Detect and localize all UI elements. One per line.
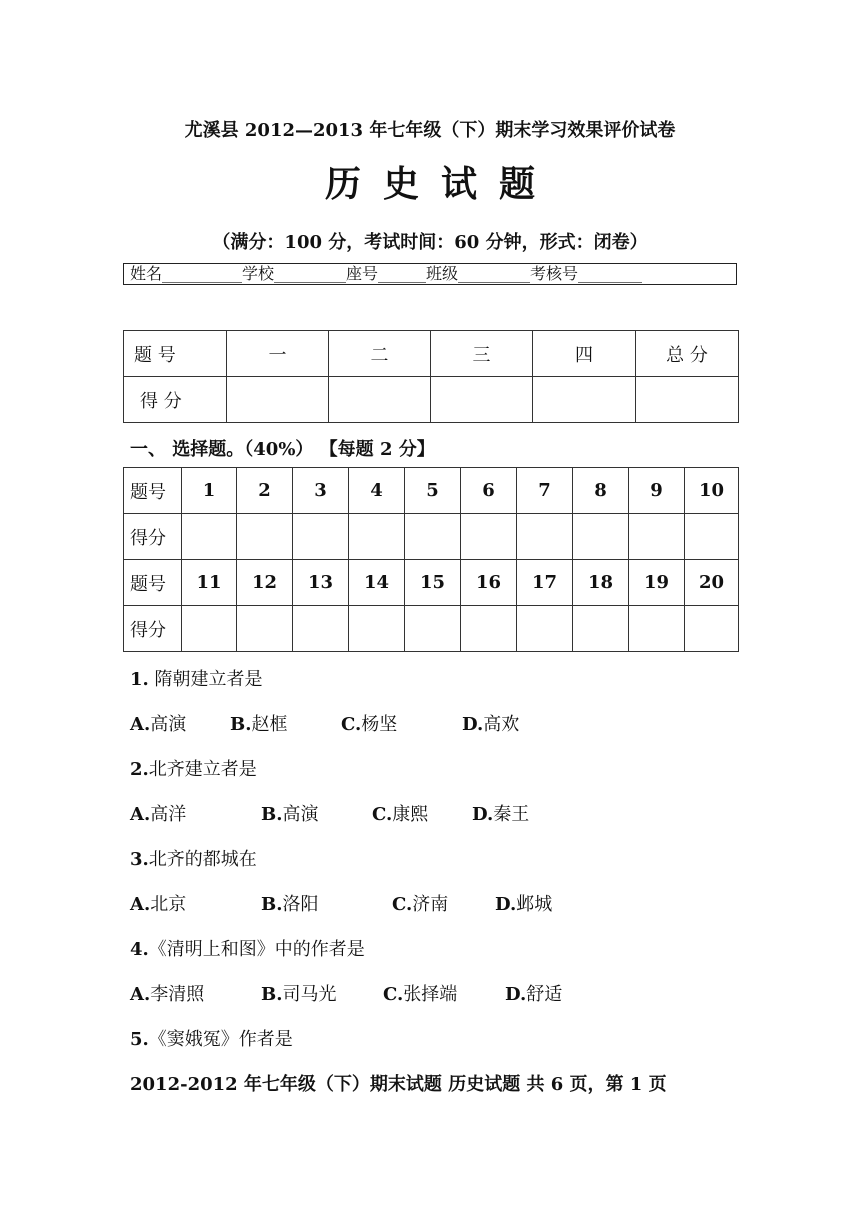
answer-num-cell: 9 [629, 468, 685, 514]
answer-cell [293, 606, 349, 652]
answer-num-cell: 1 [182, 468, 237, 514]
score-header-cell: 二 [329, 331, 431, 377]
student-id-line: 姓名__________学校_________座号______班级_________考核号________ [123, 263, 737, 285]
answer-num-cell: 17 [517, 560, 573, 606]
question-text: 《窦娥冤》作者是 [148, 1029, 293, 1050]
answer-row-label: 题号 [124, 468, 182, 514]
section-heading: 一、 选择题。（40%） 【每题 2 分】 [130, 439, 435, 460]
score-header-cell: 总 分 [636, 331, 739, 377]
answer-num-cell: 14 [349, 560, 405, 606]
question-number: 5. [130, 1029, 149, 1050]
question-4-option-c: C.张择端 [383, 984, 458, 1005]
answer-num-cell: 2 [237, 468, 293, 514]
answer-cell [461, 606, 517, 652]
answer-cell [685, 514, 739, 560]
answer-cell [517, 606, 573, 652]
question-4-option-a: A.李清照 [130, 984, 205, 1005]
answer-row-label: 得分 [124, 514, 182, 560]
question-1 [130, 665, 263, 691]
answer-cell [685, 606, 739, 652]
answer-cell [629, 606, 685, 652]
score-cell [329, 377, 431, 423]
question-2-option-c: C.康熙 [372, 804, 429, 825]
score-table [123, 330, 739, 423]
question-3-option-c: C.济南 [392, 894, 449, 915]
answer-num-row [124, 560, 739, 606]
score-table-header-row [124, 331, 739, 377]
question-2-option-a: A.高洋 [130, 804, 187, 825]
question-1-option-b: B.赵框 [230, 714, 288, 735]
question-text: 北齐的都城在 [148, 849, 257, 870]
answer-cell [517, 514, 573, 560]
answer-num-cell: 15 [405, 560, 461, 606]
answer-cell [349, 606, 405, 652]
question-1-option-a: A.高演 [130, 714, 187, 735]
score-table-score-row [124, 377, 739, 423]
answer-cell [629, 514, 685, 560]
question-2 [130, 755, 257, 781]
score-header-cell: 三 [431, 331, 533, 377]
answer-cell [237, 606, 293, 652]
answer-num-cell: 6 [461, 468, 517, 514]
question-3 [130, 845, 257, 871]
question-number: 2. [130, 759, 149, 780]
page-title: 历史试题 [324, 163, 557, 205]
score-cell [636, 377, 739, 423]
score-cell [431, 377, 533, 423]
question-5 [130, 1025, 293, 1051]
question-4-option-d: D.舒适 [505, 984, 563, 1005]
answer-num-row [124, 468, 739, 514]
score-cell [533, 377, 636, 423]
question-2-option-b: B.高演 [261, 804, 319, 825]
question-text: 北齐建立者是 [148, 759, 257, 780]
answer-cell [349, 514, 405, 560]
answer-num-cell: 3 [293, 468, 349, 514]
answer-cell [405, 606, 461, 652]
answer-num-cell: 19 [629, 560, 685, 606]
question-1-option-d: D.高欢 [462, 714, 520, 735]
answer-cell [573, 514, 629, 560]
answer-num-cell: 13 [293, 560, 349, 606]
answer-row-label: 得分 [124, 606, 182, 652]
question-number: 3. [130, 849, 149, 870]
answer-num-cell: 11 [182, 560, 237, 606]
answer-cell [237, 514, 293, 560]
score-header-cell: 一 [227, 331, 329, 377]
exam-name: 尤溪县 2012—2013 年七年级（下）期末学习效果评价试卷 [184, 120, 676, 141]
score-header-cell: 题 号 [124, 331, 227, 377]
page-footer: 2012-2012 年七年级（下）期末试题 历史试题 共 6 页，第 1 页 [130, 1074, 667, 1095]
question-3-option-a: A.北京 [130, 894, 187, 915]
answer-cell [182, 606, 237, 652]
question-1-option-c: C.杨坚 [341, 714, 398, 735]
answer-num-cell: 18 [573, 560, 629, 606]
question-number: 1. [130, 669, 149, 690]
question-4-option-b: B.司马光 [261, 984, 337, 1005]
score-header-cell: 四 [533, 331, 636, 377]
answer-cell [182, 514, 237, 560]
answer-num-cell: 8 [573, 468, 629, 514]
question-number: 4. [130, 939, 149, 960]
answer-row-label: 题号 [124, 560, 182, 606]
answer-num-cell: 4 [349, 468, 405, 514]
question-4 [130, 935, 365, 961]
question-3-option-d: D.邺城 [495, 894, 553, 915]
answer-num-cell: 12 [237, 560, 293, 606]
answer-table [123, 467, 739, 652]
answer-num-cell: 20 [685, 560, 739, 606]
answer-cell [573, 606, 629, 652]
score-row-label: 得 分 [124, 377, 227, 423]
answer-num-cell: 16 [461, 560, 517, 606]
question-2-option-d: D.秦王 [472, 804, 530, 825]
question-3-option-b: B.洛阳 [261, 894, 319, 915]
answer-num-cell: 7 [517, 468, 573, 514]
answer-cell [293, 514, 349, 560]
answer-cell [461, 514, 517, 560]
answer-num-cell: 5 [405, 468, 461, 514]
exam-info: （满分：100 分，考试时间：60 分钟，形式：闭卷） [212, 232, 648, 253]
answer-cell [405, 514, 461, 560]
answer-score-row [124, 606, 739, 652]
answer-num-cell: 10 [685, 468, 739, 514]
question-text: 《清明上和图》中的作者是 [148, 939, 365, 960]
question-text: 隋朝建立者是 [148, 669, 263, 690]
answer-score-row [124, 514, 739, 560]
score-cell [227, 377, 329, 423]
